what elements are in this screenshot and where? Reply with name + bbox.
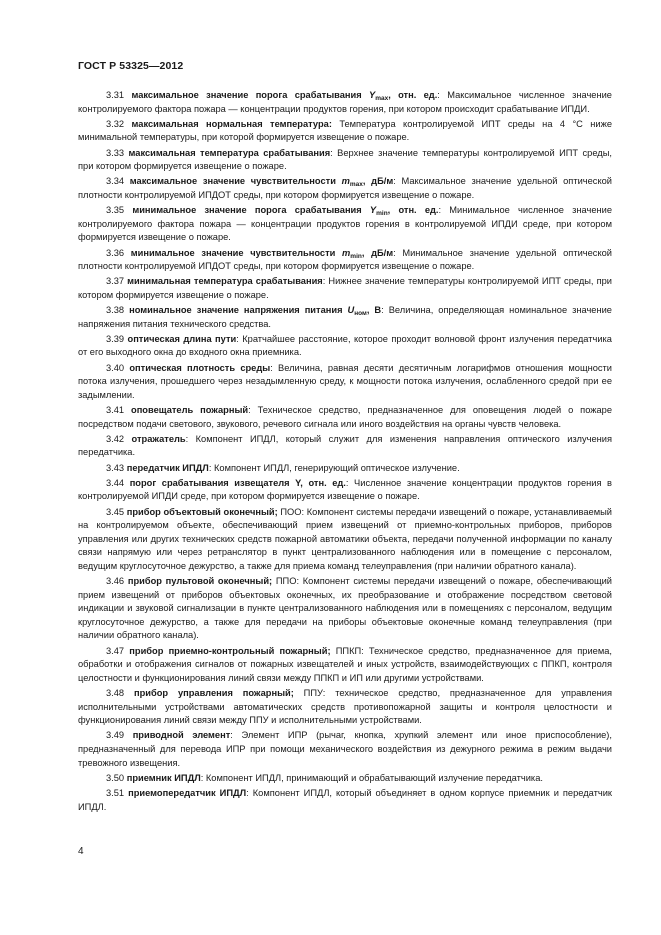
entry-separator: : xyxy=(248,405,251,415)
entry-separator: : xyxy=(208,462,212,473)
definition-entry xyxy=(78,645,612,686)
entry-definition: ППКП: Техническое средство, предназначенное для приема, обработки и отображения сигналов от пожарных извещателей и иных устройств, взаимодействующих с ППКП, контроля целостности и функционирования линий связи между ППКП и ИП или другими устройствами. xyxy=(78,645,612,683)
definition-entry xyxy=(78,687,612,728)
entry-number: 3.36 xyxy=(106,247,125,258)
entry-number: 3.39 xyxy=(106,333,125,344)
entry-number: 3.34 xyxy=(106,176,125,187)
entry-term: максимальная температура срабатывания xyxy=(128,147,331,158)
definition-entry xyxy=(78,118,612,145)
entry-number: 3.38 xyxy=(106,305,125,316)
entry-number: 3.42 xyxy=(106,433,125,444)
page-number: 4 xyxy=(78,846,84,857)
entry-number: 3.51 xyxy=(106,787,125,798)
entry-separator: : xyxy=(200,772,204,783)
entry-number: 3.31 xyxy=(106,90,125,100)
entry-term: прибор приемно-контрольный пожарный; xyxy=(129,645,331,656)
definition-entry xyxy=(78,729,612,770)
entry-number: 3.48 xyxy=(106,688,125,699)
entry-definition: Компонент ИПДЛ, который служит для изменения направления оптического излучения передатчика. xyxy=(78,433,612,458)
entry-definition: Нижнее значение температуры контролируемой ИПТ среды, при котором формируется извещение о пожаре. xyxy=(78,276,612,300)
entry-number: 3.41 xyxy=(106,405,125,415)
definition-entry xyxy=(78,304,612,331)
definition-entry xyxy=(78,175,612,202)
entry-number: 3.50 xyxy=(106,772,125,783)
definition-entry xyxy=(78,404,612,431)
entry-separator: : xyxy=(322,276,326,287)
entry-definition: Температура контролируемой ИПТ среды на 4 °С ниже минимальной температуры, при которой формируется извещение о пожаре. xyxy=(78,118,612,143)
entry-term: приемопередатчик ИПДЛ xyxy=(128,787,247,798)
entry-term: передатчик ИПДЛ xyxy=(126,462,209,473)
entry-term: приемник ИПДЛ xyxy=(126,772,201,783)
entry-separator: : xyxy=(393,176,396,187)
definition-entry xyxy=(78,462,612,476)
entry-term: отражатель xyxy=(131,433,186,444)
entry-definition: Компонент ИПДЛ, генерирующий оптическое излучение. xyxy=(211,462,460,473)
entry-term: номинальное значение напряжения питания $U_{ном}$, В xyxy=(129,305,382,318)
entry-separator: : xyxy=(393,247,396,258)
entry-definition: Минимальное численное значение контролируемого фактора пожара — концентрации продуктов горения в контролируемой ИПДИ среде, при котором формируется извещение о пожаре. xyxy=(78,205,613,243)
entry-term: минимальная температура срабатывания xyxy=(127,276,323,287)
definition-entry xyxy=(78,477,612,504)
entry-separator: : xyxy=(236,333,239,344)
entry-separator: : xyxy=(185,433,189,444)
document-body xyxy=(78,89,612,816)
entry-term: оптическая длина пути xyxy=(127,333,237,344)
entry-definition: Кратчайшее расстояние, которое проходит волновой фронт излучения передатчика от его выходного окна до входного окна приемника. xyxy=(78,333,612,358)
definition-entry xyxy=(78,575,612,643)
entry-definition: Численное значение концентрации продуктов горения в контролируемой ИПДИ среде, при котором формируется извещение о пожаре. xyxy=(78,477,612,502)
entry-definition: Верхнее значение температуры контролируемой ИПТ среды, при котором формируется извещение о пожаре. xyxy=(78,147,612,172)
entry-number: 3.40 xyxy=(106,362,125,373)
entry-definition: ПОО: Компонент системы передачи извещений о пожаре, устанавливаемый на контролируемом объекте, обеспечивающий прием извещений от приемно-контрольных приборов, приборов управления или других технических средств пожарной автоматики объекта, передачи полученной информации по каналу связи напрямую или через ретранслятор в пункт централизованного наблюдения или в помещение с персоналом, ведущим круглосуточное дежурство, а также для приема команд телеуправления (при наличии обратного канала). xyxy=(78,506,612,571)
definition-entry xyxy=(78,433,612,460)
entry-definition: ППУ: техническое средство, предназначенное для управления исполнительными устройствами автоматических средств противопожарной защиты и контроля целостности и функционирования линий связи между ППУ и исполнительными устройствами. xyxy=(78,688,612,726)
entry-term: минимальное значение порога срабатывания $Y_{min}$, отн. ед. xyxy=(132,205,439,218)
entry-definition: Величина, определяющая номинальное значение напряжения питания технического средства. xyxy=(78,305,612,329)
definition-entry xyxy=(78,333,612,360)
entry-term: прибор пультовой оконечный; xyxy=(127,576,273,587)
entry-definition: Величина, равная десяти десятичным логарифмов отношения мощности потока излучения, прошедшего через незадымленную среду, к мощности потока излучения, ослабленного средой при ее задымлении. xyxy=(78,362,612,400)
entry-definition: Максимальное значение удельной оптической плотности контролируемой ИПДОТ среды, при котором формируется извещение о пожаре. xyxy=(78,176,612,200)
definition-entry xyxy=(78,89,612,116)
entry-definition: Максимальное численное значение контролируемого фактора пожара — концентрации продуктов горения, при котором происходит срабатывание ИПДИ. xyxy=(78,90,612,114)
entry-separator: : xyxy=(270,362,273,373)
entry-term: максимальное значение чувствительности $m_{max}$, дБ/м xyxy=(129,176,394,189)
entry-term: максимальная нормальная температура: xyxy=(131,118,332,129)
entry-term: прибор управления пожарный; xyxy=(133,688,294,699)
document-header: ГОСТ Р 53325—2012 xyxy=(78,60,184,72)
entry-number: 3.45 xyxy=(106,506,125,517)
entry-definition: Минимальное значение удельной оптической плотности контролируемой ИПДОТ среды, при котором формируется извещение о пожаре. xyxy=(78,247,612,272)
definition-entry xyxy=(78,506,612,574)
entry-separator: : xyxy=(438,205,442,216)
entry-number: 3.32 xyxy=(106,118,125,129)
entry-term: порог срабатывания извещателя Y, отн. ед. xyxy=(129,477,346,488)
entry-term: оптическая плотность среды xyxy=(129,362,271,373)
entry-term: минимальное значение чувствительности $m_{min}$, дБ/м xyxy=(130,247,394,260)
entry-number: 3.37 xyxy=(106,276,125,287)
definition-entry xyxy=(78,275,612,302)
definition-entry xyxy=(78,772,612,786)
entry-definition: Элемент ИПР (рычаг, кнопка, хрупкий элемент или иное приспособление), предназначенный для перевода ИПР при помощи механического воздействия из дежурного режима в режим выдачи тревожного извещения. xyxy=(78,730,612,768)
entry-number: 3.46 xyxy=(106,576,125,587)
entry-number: 3.43 xyxy=(106,462,125,473)
entry-definition: ППО: Компонент системы передачи извещений о пожаре, обеспечивающий прием извещений от приборов объектовых оконечных, их преобразование и отображение посредством световой индикации и звуковой сигнализации в пункте централизованного наблюдения или в помещениях с персоналом, ведущим круглосуточное дежурство, а также для передачи на приборы объектовые оконечные команд телеуправления (при наличии обратного канала). xyxy=(78,576,612,641)
entry-number: 3.35 xyxy=(106,205,125,216)
definition-entry xyxy=(78,147,612,174)
entry-number: 3.44 xyxy=(106,477,125,488)
entry-term: оповещатель пожарный xyxy=(131,405,249,415)
entry-term: максимальное значение порога срабатывания $Y_{max}$, отн. ед. xyxy=(131,90,438,102)
entry-separator: : xyxy=(381,305,384,316)
entry-separator: : xyxy=(330,147,333,158)
entry-separator: : xyxy=(230,730,233,741)
entry-separator: : xyxy=(345,477,349,488)
entry-separator: : xyxy=(437,90,440,100)
definition-entry xyxy=(78,204,612,245)
entry-number: 3.33 xyxy=(106,147,125,158)
entry-definition: Техническое средство, предназначенное для оповещения людей о пожаре посредством подачи светового, звукового, речевого сигнала или иного воздействия на органы чувств человека. xyxy=(78,405,612,429)
entry-separator: : xyxy=(246,787,249,798)
definition-entry xyxy=(78,247,612,274)
entry-term: прибор объектовый оконечный; xyxy=(126,506,278,517)
definition-entry xyxy=(78,787,612,814)
entry-number: 3.47 xyxy=(106,645,125,656)
entry-definition: Компонент ИПДЛ, который объединяет в одном корпусе приемник и передатчик ИПДЛ. xyxy=(78,787,612,812)
entry-definition: Компонент ИПДЛ, принимающий и обрабатывающий излучение передатчика. xyxy=(203,772,543,783)
definition-entry xyxy=(78,362,612,403)
entry-number: 3.49 xyxy=(106,730,125,741)
entry-term: приводной элемент xyxy=(132,730,231,741)
